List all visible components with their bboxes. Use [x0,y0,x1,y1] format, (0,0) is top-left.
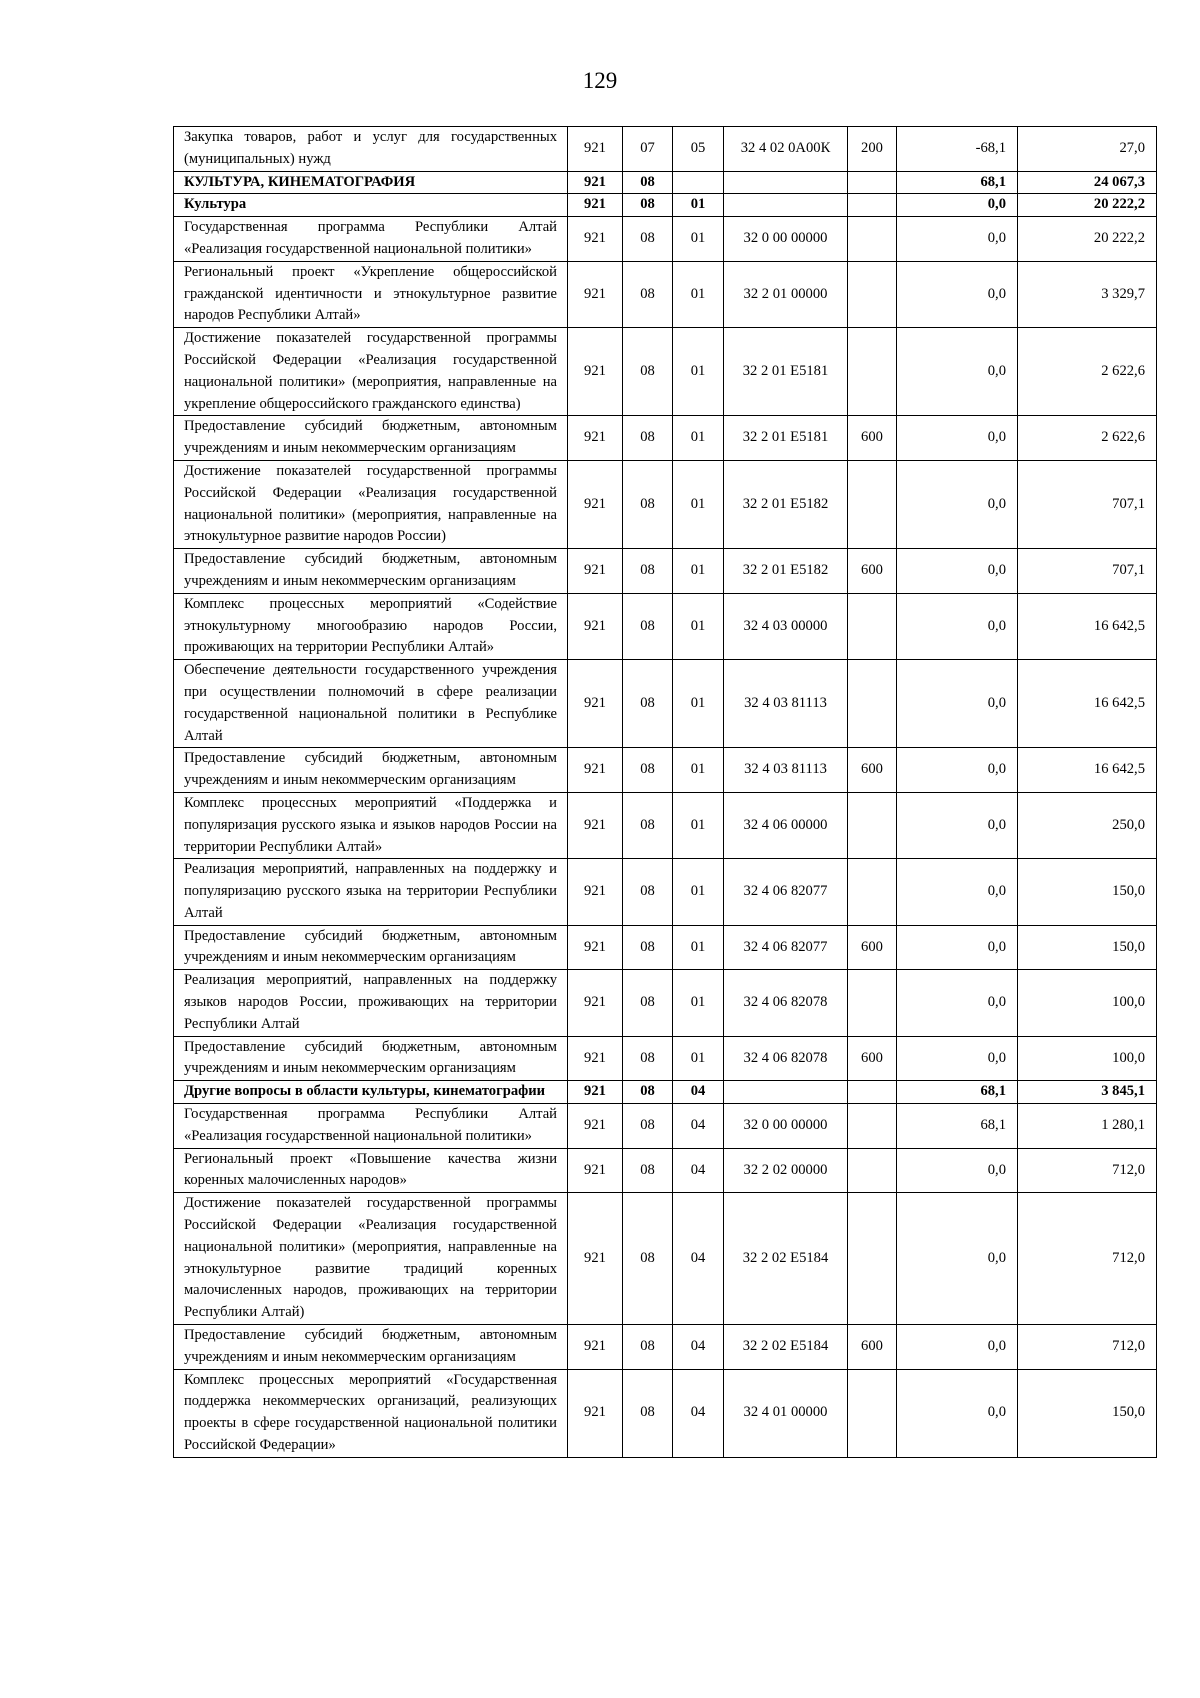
table-row [174,1104,1157,1149]
ministry-code-cell: 921 [568,1081,623,1104]
expense-type-cell [848,1104,897,1149]
total-amount-cell: 20 222,2 [1018,217,1157,262]
section-code-cell: 08 [623,1148,673,1193]
change-amount-cell: 0,0 [897,792,1018,858]
subsection-code-cell: 01 [673,859,724,925]
section-code-cell: 08 [623,549,673,594]
ministry-code-cell: 921 [568,549,623,594]
table-row [174,328,1157,416]
table-row [174,925,1157,970]
section-code-cell: 08 [623,925,673,970]
change-amount-cell: 68,1 [897,1104,1018,1149]
table-row [174,1369,1157,1457]
total-amount-cell: 707,1 [1018,460,1157,548]
total-amount-cell: 16 642,5 [1018,748,1157,793]
change-amount-cell: 0,0 [897,660,1018,748]
row-name-cell: Обеспечение деятельности государственного учреждения при осуществлении полномочий в сфере реализации государственной национальной политики в Республике Алтай [174,660,568,748]
row-name-cell: Предоставление субсидий бюджетным, автономным учреждениям и иным некоммерческим организациям [174,925,568,970]
ministry-code-cell: 921 [568,660,623,748]
row-name-cell: Региональный проект «Повышение качества жизни коренных малочисленных народов» [174,1148,568,1193]
subsection-code-cell: 05 [673,127,724,172]
ministry-code-cell: 921 [568,171,623,194]
total-amount-cell: 24 067,3 [1018,171,1157,194]
target-article-cell: 32 4 06 00000 [724,792,848,858]
table-row [174,593,1157,659]
ministry-code-cell: 921 [568,859,623,925]
target-article-cell: 32 0 00 00000 [724,217,848,262]
change-amount-cell: 0,0 [897,970,1018,1036]
total-amount-cell: 707,1 [1018,549,1157,594]
ministry-code-cell: 921 [568,127,623,172]
row-name-cell: Достижение показателей государственной программы Российской Федерации «Реализация государственной национальной политики» (мероприятия, направленные на укрепление общероссийского гражданского единства) [174,328,568,416]
change-amount-cell: 0,0 [897,748,1018,793]
table-row [174,416,1157,461]
subsection-code-cell: 01 [673,261,724,327]
section-code-cell: 08 [623,859,673,925]
section-code-cell: 08 [623,1325,673,1370]
section-code-cell: 08 [623,416,673,461]
change-amount-cell: 0,0 [897,416,1018,461]
expense-type-cell [848,1193,897,1325]
section-code-cell: 08 [623,748,673,793]
total-amount-cell: 16 642,5 [1018,660,1157,748]
target-article-cell: 32 2 02 Е5184 [724,1193,848,1325]
expense-type-cell [848,1148,897,1193]
subsection-code-cell: 04 [673,1369,724,1457]
subsection-code-cell: 04 [673,1081,724,1104]
table-row [174,970,1157,1036]
ministry-code-cell: 921 [568,217,623,262]
total-amount-cell: 16 642,5 [1018,593,1157,659]
subsection-code-cell: 01 [673,1036,724,1081]
change-amount-cell: 0,0 [897,1325,1018,1370]
total-amount-cell: 150,0 [1018,925,1157,970]
change-amount-cell: 0,0 [897,549,1018,594]
section-code-cell: 08 [623,194,673,217]
target-article-cell: 32 4 06 82077 [724,859,848,925]
subsection-code-cell: 01 [673,549,724,594]
target-article-cell: 32 2 01 Е5182 [724,549,848,594]
section-code-cell: 08 [623,792,673,858]
total-amount-cell: 250,0 [1018,792,1157,858]
target-article-cell: 32 4 06 82077 [724,925,848,970]
total-amount-cell: 2 622,6 [1018,416,1157,461]
target-article-cell [724,1081,848,1104]
expense-type-cell [848,171,897,194]
target-article-cell: 32 4 06 82078 [724,1036,848,1081]
table-row [174,792,1157,858]
target-article-cell: 32 2 02 Е5184 [724,1325,848,1370]
total-amount-cell: 1 280,1 [1018,1104,1157,1149]
change-amount-cell: 0,0 [897,217,1018,262]
table-row [174,1148,1157,1193]
total-amount-cell: 712,0 [1018,1148,1157,1193]
table-row [174,460,1157,548]
change-amount-cell: 0,0 [897,261,1018,327]
expense-type-cell [848,1081,897,1104]
row-name-cell: Региональный проект «Укрепление общероссийской гражданской идентичности и этнокультурное развитие народов Республики Алтай» [174,261,568,327]
row-name-cell: Комплекс процессных мероприятий «Поддержка и популяризация русского языка и языков народов России на территории Республики Алтай» [174,792,568,858]
expense-type-cell: 600 [848,1036,897,1081]
expense-type-cell [848,593,897,659]
ministry-code-cell: 921 [568,1193,623,1325]
section-code-cell: 08 [623,261,673,327]
table-row [174,261,1157,327]
subsection-code-cell: 01 [673,194,724,217]
table-row [174,859,1157,925]
expense-type-cell [848,792,897,858]
subsection-code-cell: 01 [673,748,724,793]
ministry-code-cell: 921 [568,1325,623,1370]
row-name-cell: Достижение показателей государственной программы Российской Федерации «Реализация государственной национальной политики» (мероприятия, направленные на этнокультурное развитие народов России) [174,460,568,548]
total-amount-cell: 3 329,7 [1018,261,1157,327]
total-amount-cell: 100,0 [1018,970,1157,1036]
expense-type-cell [848,859,897,925]
section-code-cell: 08 [623,328,673,416]
section-code-cell: 08 [623,1369,673,1457]
section-code-cell: 08 [623,460,673,548]
total-amount-cell: 3 845,1 [1018,1081,1157,1104]
target-article-cell: 32 0 00 00000 [724,1104,848,1149]
change-amount-cell: 0,0 [897,1369,1018,1457]
subsection-code-cell: 01 [673,217,724,262]
total-amount-cell: 2 622,6 [1018,328,1157,416]
table-row [174,748,1157,793]
change-amount-cell: 0,0 [897,859,1018,925]
expense-type-cell [848,194,897,217]
expense-type-cell [848,217,897,262]
total-amount-cell: 27,0 [1018,127,1157,172]
target-article-cell: 32 4 01 00000 [724,1369,848,1457]
ministry-code-cell: 921 [568,925,623,970]
target-article-cell: 32 2 01 00000 [724,261,848,327]
change-amount-cell: 0,0 [897,925,1018,970]
section-code-cell: 08 [623,970,673,1036]
row-name-cell: Предоставление субсидий бюджетным, автономным учреждениям и иным некоммерческим организациям [174,1036,568,1081]
target-article-cell: 32 4 02 0А00К [724,127,848,172]
row-name-cell: Реализация мероприятий, направленных на поддержку и популяризацию русского языка на территории Республики Алтай [174,859,568,925]
change-amount-cell: 0,0 [897,460,1018,548]
change-amount-cell: 0,0 [897,1036,1018,1081]
change-amount-cell: 68,1 [897,1081,1018,1104]
target-article-cell [724,194,848,217]
ministry-code-cell: 921 [568,328,623,416]
page-number: 129 [582,68,618,93]
table-row [174,171,1157,194]
change-amount-cell: 0,0 [897,194,1018,217]
table-row [174,660,1157,748]
table-row [174,127,1157,172]
expense-type-cell [848,660,897,748]
table-row [174,217,1157,262]
section-code-cell: 08 [623,1081,673,1104]
table-row [174,1081,1157,1104]
total-amount-cell: 712,0 [1018,1193,1157,1325]
total-amount-cell: 150,0 [1018,1369,1157,1457]
target-article-cell: 32 2 01 Е5181 [724,328,848,416]
target-article-cell: 32 2 01 Е5182 [724,460,848,548]
subsection-code-cell: 01 [673,460,724,548]
ministry-code-cell: 921 [568,970,623,1036]
target-article-cell: 32 4 03 81113 [724,660,848,748]
target-article-cell: 32 4 03 00000 [724,593,848,659]
total-amount-cell: 20 222,2 [1018,194,1157,217]
row-name-cell: Закупка товаров, работ и услуг для государственных (муниципальных) нужд [174,127,568,172]
subsection-code-cell: 01 [673,416,724,461]
expense-type-cell [848,1369,897,1457]
expense-type-cell: 200 [848,127,897,172]
row-name-cell: Достижение показателей государственной программы Российской Федерации «Реализация государственной национальной политики» (мероприятия, направленные на этнокультурное развитие традиций коренных малочисленных народов, проживающих на территории Республики Алтай) [174,1193,568,1325]
row-name-cell: Другие вопросы в области культуры, кинематографии [174,1081,568,1104]
section-code-cell: 08 [623,171,673,194]
target-article-cell: 32 4 03 81113 [724,748,848,793]
ministry-code-cell: 921 [568,748,623,793]
ministry-code-cell: 921 [568,261,623,327]
subsection-code-cell: 01 [673,328,724,416]
target-article-cell: 32 2 01 Е5181 [724,416,848,461]
subsection-code-cell: 01 [673,792,724,858]
expense-type-cell: 600 [848,748,897,793]
expense-type-cell [848,970,897,1036]
expense-type-cell [848,328,897,416]
row-name-cell: Комплекс процессных мероприятий «Государственная поддержка некоммерческих организаций, реализующих проекты в сфере государственной национальной политики Российской Федерации» [174,1369,568,1457]
row-name-cell: КУЛЬТУРА, КИНЕМАТОГРАФИЯ [174,171,568,194]
ministry-code-cell: 921 [568,460,623,548]
row-name-cell: Предоставление субсидий бюджетным, автономным учреждениям и иным некоммерческим организациям [174,1325,568,1370]
section-code-cell: 08 [623,1104,673,1149]
ministry-code-cell: 921 [568,1104,623,1149]
section-code-cell: 08 [623,593,673,659]
change-amount-cell: -68,1 [897,127,1018,172]
table-row [174,1036,1157,1081]
subsection-code-cell [673,171,724,194]
row-name-cell: Предоставление субсидий бюджетным, автономным учреждениям и иным некоммерческим организациям [174,549,568,594]
total-amount-cell: 712,0 [1018,1325,1157,1370]
table-body [174,127,1157,1458]
row-name-cell: Предоставление субсидий бюджетным, автономным учреждениям и иным некоммерческим организациям [174,416,568,461]
change-amount-cell: 68,1 [897,171,1018,194]
change-amount-cell: 0,0 [897,328,1018,416]
expense-type-cell: 600 [848,1325,897,1370]
subsection-code-cell: 04 [673,1104,724,1149]
ministry-code-cell: 921 [568,1369,623,1457]
table-row [174,194,1157,217]
target-article-cell: 32 4 06 82078 [724,970,848,1036]
target-article-cell [724,171,848,194]
row-name-cell: Реализация мероприятий, направленных на поддержку языков народов России, проживающих на территории Республики Алтай [174,970,568,1036]
section-code-cell: 08 [623,217,673,262]
table-row [174,1193,1157,1325]
ministry-code-cell: 921 [568,416,623,461]
target-article-cell: 32 2 02 00000 [724,1148,848,1193]
ministry-code-cell: 921 [568,1036,623,1081]
row-name-cell: Культура [174,194,568,217]
ministry-code-cell: 921 [568,194,623,217]
row-name-cell: Государственная программа Республики Алтай «Реализация государственной национальной политики» [174,1104,568,1149]
change-amount-cell: 0,0 [897,1148,1018,1193]
expense-type-cell: 600 [848,549,897,594]
subsection-code-cell: 04 [673,1148,724,1193]
subsection-code-cell: 01 [673,970,724,1036]
table-row [174,549,1157,594]
ministry-code-cell: 921 [568,1148,623,1193]
total-amount-cell: 100,0 [1018,1036,1157,1081]
subsection-code-cell: 01 [673,660,724,748]
expense-type-cell [848,261,897,327]
total-amount-cell: 150,0 [1018,859,1157,925]
expense-type-cell [848,460,897,548]
change-amount-cell: 0,0 [897,593,1018,659]
subsection-code-cell: 01 [673,593,724,659]
row-name-cell: Государственная программа Республики Алтай «Реализация государственной национальной политики» [174,217,568,262]
ministry-code-cell: 921 [568,792,623,858]
row-name-cell: Комплекс процессных мероприятий «Содействие этнокультурному многообразию народов России, проживающих на территории Республики Алтай» [174,593,568,659]
subsection-code-cell: 01 [673,925,724,970]
subsection-code-cell: 04 [673,1325,724,1370]
ministry-code-cell: 921 [568,593,623,659]
subsection-code-cell: 04 [673,1193,724,1325]
table-row [174,1325,1157,1370]
change-amount-cell: 0,0 [897,1193,1018,1325]
expense-type-cell: 600 [848,925,897,970]
budget-table [173,126,1157,1458]
expense-type-cell: 600 [848,416,897,461]
section-code-cell: 08 [623,660,673,748]
row-name-cell: Предоставление субсидий бюджетным, автономным учреждениям и иным некоммерческим организациям [174,748,568,793]
section-code-cell: 08 [623,1036,673,1081]
section-code-cell: 08 [623,1193,673,1325]
section-code-cell: 07 [623,127,673,172]
